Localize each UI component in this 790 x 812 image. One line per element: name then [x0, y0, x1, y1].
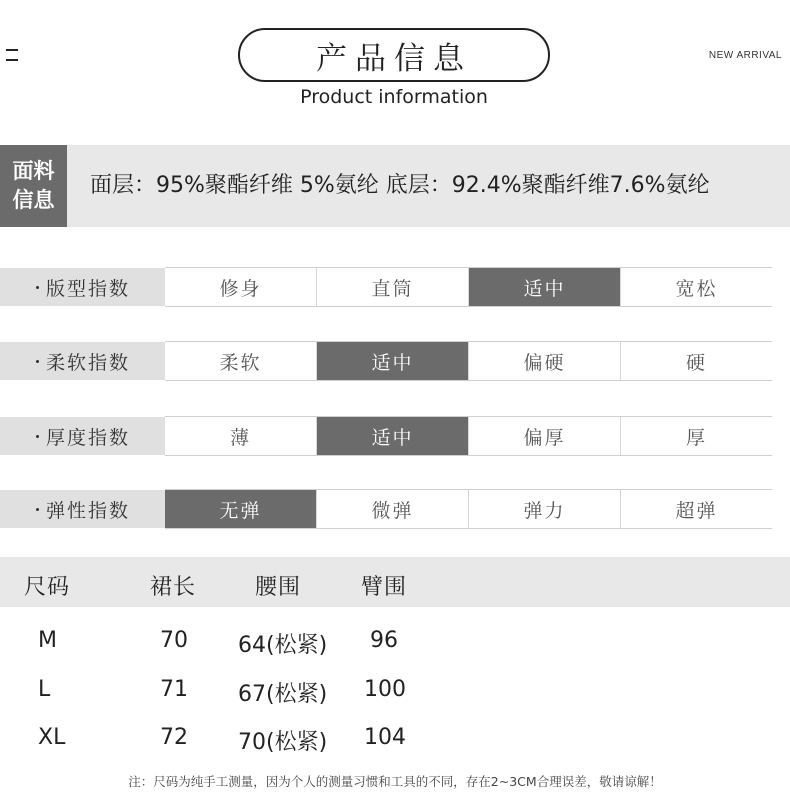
index-option: 偏厚: [468, 417, 620, 455]
size-cell: M: [38, 628, 57, 653]
index-options: [165, 341, 772, 381]
index-label: 柔软指数: [0, 342, 165, 380]
size-header-size: 尺码: [24, 575, 71, 600]
index-option-selected: 适中: [468, 268, 620, 306]
index-option: 微弹: [316, 490, 468, 528]
index-option: 宽松: [620, 268, 772, 306]
size-header-arm: 臂围: [361, 575, 408, 600]
fabric-composition: 面层：95%聚酯纤维 5%氨纶 底层：92.4%聚酯纤维7.6%氨纶: [90, 173, 710, 198]
bullet-dot-icon: [36, 435, 39, 438]
size-header-length: 裙长: [150, 575, 197, 600]
index-option: 硬: [620, 342, 772, 380]
index-option: 偏硬: [468, 342, 620, 380]
index-option: 弹力: [468, 490, 620, 528]
index-label: 版型指数: [0, 268, 165, 306]
page-title: 产品信息: [238, 28, 550, 82]
arm-cell: 104: [364, 725, 406, 750]
length-cell: 71: [160, 677, 188, 702]
length-cell: 70: [160, 628, 188, 653]
length-cell: 72: [160, 725, 188, 750]
menu-icon: [6, 46, 18, 62]
bullet-dot-icon: [36, 286, 39, 289]
index-option: 薄: [229, 426, 251, 449]
index-row-fit: [0, 267, 772, 307]
index-label: 弹性指数: [0, 490, 165, 528]
index-row-softness: [0, 341, 772, 381]
waist-cell: 64(松紧): [238, 633, 328, 658]
index-label: 厚度指数: [0, 417, 165, 455]
index-options: [165, 267, 772, 307]
arm-cell: 100: [364, 677, 406, 702]
waist-cell: 67(松紧): [238, 682, 328, 707]
index-option-selected: 适中: [316, 417, 468, 455]
index-option: 超弹: [620, 490, 772, 528]
bullet-dot-icon: [36, 508, 39, 511]
index-option: 修身: [219, 277, 262, 300]
index-option: 直筒: [316, 268, 468, 306]
index-options: [165, 416, 772, 456]
index-options: [165, 489, 772, 529]
measurement-note: 注：尺码为纯手工测量，因为个人的测量习惯和工具的不同，存在2~3CM合理误差，敬请谅解！: [128, 774, 662, 789]
fabric-label-line2: 信息: [12, 188, 55, 212]
page-subtitle: Product information: [300, 86, 488, 108]
index-option-selected: 无弹: [165, 490, 316, 528]
size-cell: L: [38, 677, 51, 702]
arm-cell: 96: [370, 628, 398, 653]
size-cell: XL: [38, 725, 66, 750]
waist-cell: 70(松紧): [238, 730, 328, 755]
index-option: 厚: [620, 417, 772, 455]
fabric-label: [0, 145, 67, 227]
index-row-thickness: [0, 416, 772, 456]
index-option: 柔软: [219, 351, 262, 374]
index-row-elasticity: [0, 489, 772, 529]
index-option-selected: 适中: [316, 342, 468, 380]
size-header-waist: 腰围: [255, 575, 302, 600]
new-arrival-badge: NEW ARRIVAL: [708, 50, 782, 61]
fabric-label-line1: 面料: [12, 159, 55, 183]
bullet-dot-icon: [36, 360, 39, 363]
